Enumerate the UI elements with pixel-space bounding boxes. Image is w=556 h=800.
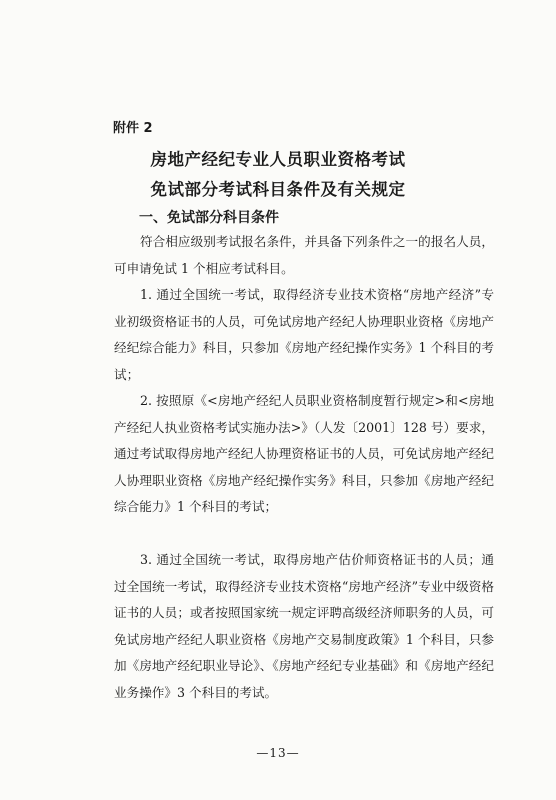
page-number: —13—	[256, 746, 300, 760]
attachment-label: 附件 2	[113, 121, 153, 136]
paragraph-condition-2: 2. 按照原《<房地产经纪人员职业资格制度暂行规定>和<房地产经纪人执业资格考试实施办法>》（人发〔2001〕128 号）要求，通过考试取得房地产经纪人协理资格证书的人员，可免试房地产经纪人协理职业资格《房地产经纪操作实务》科目，只参加《房地产经纪综合能力》1 个科目的考试；	[114, 393, 494, 514]
paragraph-condition-1: 1. 通过全国统一考试，取得经济专业技术资格“房地产经济”专业初级资格证书的人员，可免试房地产经纪人协理职业资格《房地产经纪综合能力》科目，只参加《房地产经纪操作实务》1 个科目的考试；	[114, 287, 494, 382]
document-title-line-1: 房地产经纪专业人员职业资格考试	[150, 150, 406, 169]
paragraph-condition-3: 3. 通过全国统一考试，取得房地产估价师资格证书的人员；通过全国统一考试，取得经济专业技术资格“房地产经济”专业中级资格证书的人员；或者按照国家统一规定评聘高级经济师职务的人员，可免试房地产经纪人职业资格《房地产交易制度政策》1 个科目，只参加《房地产经纪职业导论》、《房地产经纪专业基础》和《房地产经纪业务操作》3 个科目的考试。	[114, 552, 494, 700]
document-title-line-2: 免试部分考试科目条件及有关规定	[150, 180, 406, 199]
section-heading: 一、免试部分科目条件	[139, 210, 279, 226]
paragraph-intro: 符合相应级别考试报名条件，并具备下列条件之一的报名人员，可申请免试 1 个相应考试科目。	[114, 234, 494, 276]
